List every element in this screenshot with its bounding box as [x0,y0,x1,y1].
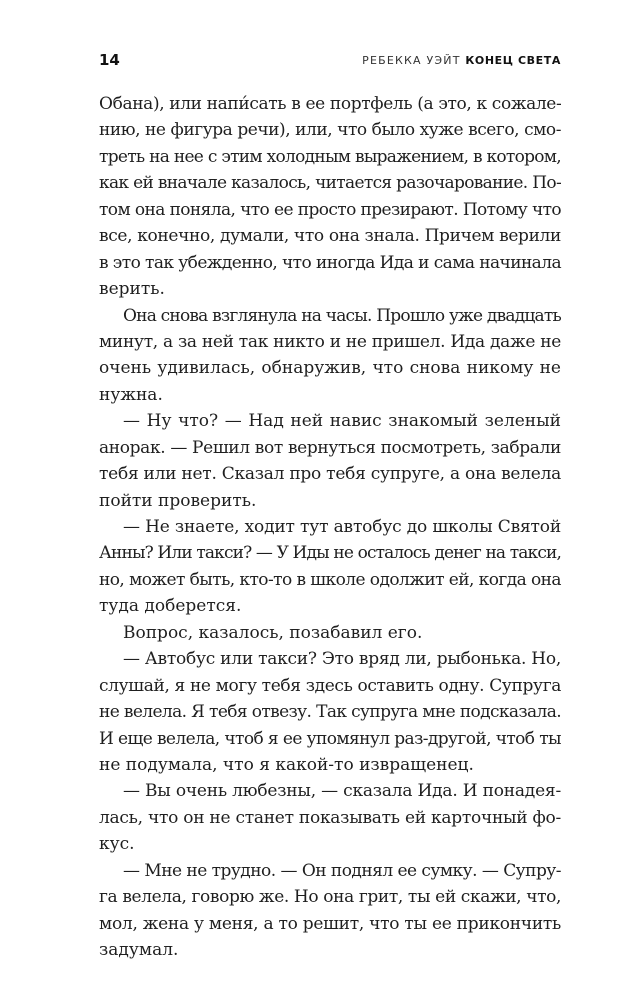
page-header [99,48,561,72]
text-line: нужна. [99,384,163,405]
text-line: кус. [99,834,135,855]
body-text [99,91,561,963]
text-line: пойти проверить. [99,490,257,511]
text-line: слушай, я не могу тебя здесь оставить одну. Супруга [99,675,562,696]
text-line: — Не знаете, ходит тут автобус до школы Святой [123,517,562,537]
text-line: Она снова взглянула на часы. Прошло уже двадцать [123,305,561,326]
text-line: минут, а за ней так никто и не пришел. Ида даже не [99,331,561,352]
text-line: — Автобус или такси? Это вряд ли, рыбонька. Но, [123,649,561,670]
text-line: не подумала, что я какой-то извращенец. [99,754,474,775]
text-line: Анны? Или такси? — У Иды не осталось денег на такси, [99,543,562,564]
text-line: том она поняла, что ее просто презирают. Потому что [99,199,562,220]
text-line: задумал. [99,940,179,960]
running-head-book-title: КОНЕЦ СВЕТА [465,53,561,67]
paragraph [99,303,561,409]
paragraph [99,858,561,964]
text-line: анорак. — Решил вот вернуться посмотреть, забрали [99,437,562,458]
text-line: нию, не фигура речи), или, что было хуже всего, смо- [99,120,562,141]
running-head [362,54,561,67]
text-line: но, может быть, кто-то в школе одолжит ей, когда она [99,569,561,590]
text-line: га велела, говорю же. Но она грит, ты ей скажи, что, [99,887,561,908]
text-line: туда доберется. [99,596,242,617]
text-line: лась, что он не станет показывать ей карточный фо- [99,807,562,828]
text-line: в это так убежденно, что иногда Ида и сама начинала [99,252,562,273]
text-line: Вопрос, казалось, позабавил его. [123,622,423,643]
paragraph [99,646,561,778]
text-line: мол, жена у меня, а то решит, что ты ее прикончить [99,913,562,934]
text-line: не велела. Я тебя отвезу. Так супруга мне подсказала. [99,702,561,723]
text-line: как ей вначале казалось, читается разочарование. По- [99,173,562,194]
paragraph [99,620,561,646]
text-line: треть на нее с этим холодным выражением, в котором, [99,146,561,167]
running-head-author: РЕБЕККА УЭЙТ [362,53,461,67]
text-line: очень удивилась, обнаружив, что снова никому не [99,358,561,379]
text-line: — Мне не трудно. — Он поднял ее сумку. — Супру- [123,860,561,881]
text-line: верить. [99,279,165,300]
text-line: тебя или нет. Сказал про тебя супруге, а она велела [99,464,561,485]
page-number: 14 [99,51,120,69]
text-line: И еще велела, чтоб я ее упомянул раз-другой, чтоб ты [99,728,561,749]
paragraph [99,514,561,620]
text-line: — Вы очень любезны, — сказала Ида. И понадея- [123,781,561,802]
paragraph [99,778,561,857]
text-line: Обана), или напи́сать в ее портфель (а это, к сожале- [99,94,562,114]
text-line: — Ну что? — Над ней навис знакомый зеленый [123,411,561,432]
paragraph [99,408,561,514]
paragraph [99,91,561,303]
text-line: все, конечно, думали, что она знала. Причем верили [99,226,561,247]
